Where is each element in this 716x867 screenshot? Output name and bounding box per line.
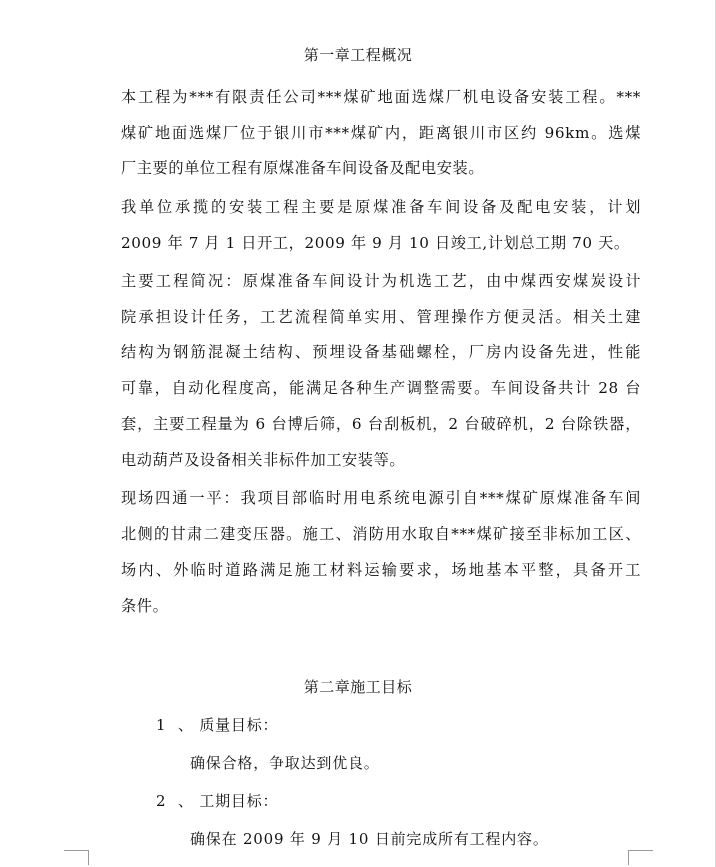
- goal-separator: 、: [177, 792, 194, 810]
- chapter1-line: 煤矿地面选煤厂位于银川市***煤矿内，距离银川市区约 96km。选煤: [121, 124, 641, 142]
- goal-item: [156, 790, 278, 811]
- chapter1-line: 我单位承揽的安装工程主要是原煤准备车间设备及配电安装，计划: [121, 198, 641, 216]
- chapter1-line: 套，主要工程量为 6 台博后筛，6 台刮板机，2 台破碎机，2 台除铁器，: [121, 415, 641, 433]
- chapter1-line: 本工程为***有限责任公司***煤矿地面选煤厂机电设备安装工程。***: [121, 88, 641, 106]
- goal-separator: 、: [177, 716, 194, 734]
- chapter1-line: 电动葫芦及设备相关非标件加工安装等。: [121, 451, 406, 469]
- chapter1-line: 北侧的甘肃二建变压器。施工、消防用水取自***煤矿接至非标加工区、: [121, 525, 641, 543]
- page-corner-mark-right: [628, 850, 653, 865]
- chapter1-line: 院承担设计任务，工艺流程简单实用、管理操作方便灵活。相关土建: [121, 308, 641, 326]
- goal-label: 工期目标：: [199, 792, 279, 810]
- goal-content: 确保合格，争取达到优良。: [190, 754, 380, 772]
- goal-label: 质量目标：: [199, 716, 279, 734]
- goal-item: [156, 714, 278, 735]
- chapter1-line: 条件。: [121, 597, 169, 615]
- chapter1-line: 主要工程简况：原煤准备车间设计为机选工艺，由中煤西安煤炭设计: [121, 272, 641, 290]
- chapter1-line: 现场四通一平：我项目部临时用电系统电源引自***煤矿原煤准备车间: [121, 489, 641, 507]
- chapter1-line: 厂主要的单位工程有原煤准备车间设备及配电安装。: [121, 159, 485, 177]
- chapter1-title: 第一章工程概况: [303, 46, 413, 64]
- goal-number: 1: [156, 716, 167, 734]
- chapter1-line: 场内、外临时道路满足施工材料运输要求，场地基本平整，具备开工: [121, 561, 641, 579]
- goal-content: 确保在 2009 年 9 月 10 日前完成所有工程内容。: [190, 830, 549, 848]
- chapter1-line: 可靠，自动化程度高，能满足各种生产调整需要。车间设备共计 28 台: [121, 379, 641, 397]
- chapter2-title: 第二章施工目标: [303, 678, 413, 696]
- chapter1-line: 结构为钢筋混凝土结构、预埋设备基础螺栓，厂房内设备先进，性能: [121, 343, 641, 361]
- page-corner-mark-left: [64, 850, 89, 865]
- chapter1-line: 2009 年 7 月 1 日开工，2009 年 9 月 10 日竣工,计划总工期 70 天。: [121, 234, 630, 252]
- goal-number: 2: [156, 792, 167, 810]
